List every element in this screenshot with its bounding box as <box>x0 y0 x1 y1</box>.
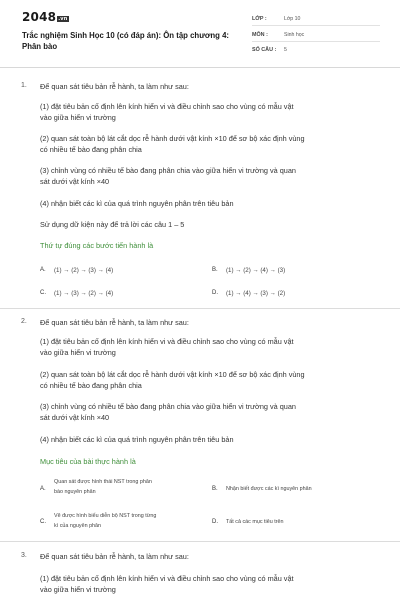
meta-key: MÔN : <box>252 32 268 38</box>
step-paragraph <box>40 573 385 595</box>
step-paragraph <box>40 101 385 123</box>
option-text <box>54 512 156 531</box>
question-stem: Để quan sát tiêu bản rễ hành, ta làm như sau: <box>40 82 189 91</box>
question-divider <box>0 541 400 542</box>
option-letter: C. <box>40 290 46 296</box>
document-title <box>22 30 242 52</box>
step-line: (3) chỉnh vùng có nhiều tế bào đang phân chia vào giữa hiển vi trường và quan <box>40 402 296 411</box>
option-letter: D. <box>212 290 218 296</box>
meta-key: SỐ CÂU : <box>252 47 277 53</box>
option-text: (1) → (2) → (4) → (3) <box>226 267 286 274</box>
step-paragraph <box>40 369 385 391</box>
step-line: (1) đặt tiêu bản cố định lên kính hiển vi và điều chỉnh sao cho vùng có mẫu vật <box>40 102 294 111</box>
option-letter: A. <box>40 267 46 273</box>
page-header <box>0 0 400 68</box>
document-title-line: Phân bào <box>22 42 58 51</box>
step-paragraph <box>40 401 385 423</box>
option-letter: B. <box>212 486 218 492</box>
question-divider <box>0 308 400 309</box>
step-line: (4) nhận biết các kì của quá trình nguyên phân trên tiêu bản <box>40 199 234 208</box>
option-text-line: Quan sát được hình thái NST trong phân <box>54 479 152 485</box>
step-paragraph <box>40 336 385 358</box>
question-number: 3. <box>21 552 27 559</box>
question-prompt: Mục tiêu của bài thực hành là <box>40 457 136 466</box>
meta-value: Sinh học <box>284 32 305 38</box>
option-letter: C. <box>40 519 46 525</box>
logo-text: 2048 <box>22 10 57 24</box>
option-text-line: Vẽ được hình biểu diễn bộ NST trong từng <box>54 513 157 519</box>
option-text-line: kì của nguyên phân <box>54 522 102 529</box>
logo-domain: .vn <box>58 16 68 22</box>
document-title-line: Trắc nghiệm Sinh Học 10 (có đáp án): Ôn tập chương 4: <box>22 31 230 40</box>
option-text: (1) → (4) → (3) → (2) <box>226 290 286 297</box>
question-stem: Để quan sát tiêu bản rễ hành, ta làm như sau: <box>40 552 189 561</box>
step-line: (2) quan sát toàn bộ lát cắt dọc rễ hành dưới vật kính ×10 để sơ bộ xác định vùng <box>40 134 305 143</box>
question-number: 1. <box>21 82 27 89</box>
meta-value: 5 <box>284 47 287 53</box>
option-text-line: Tất cả các mục tiêu trên <box>226 519 284 525</box>
question-prompt: Thứ tự đúng các bước tiến hành là <box>40 241 154 250</box>
meta-value: Lớp 10 <box>284 16 301 22</box>
step-line: có nhiều tế bào đang phân chia <box>40 145 142 154</box>
step-line: (1) đặt tiêu bản cố định lên kính hiển vi và điều chỉnh sao cho vùng có mẫu vật <box>40 574 294 583</box>
meta-row-class <box>252 12 380 26</box>
step-line: vào giữa hiển vi trường <box>40 585 116 594</box>
step-line: (2) quan sát toàn bộ lát cắt dọc rễ hành dưới vật kính ×10 để sơ bộ xác định vùng <box>40 370 305 379</box>
step-line: có nhiều tế bào đang phân chia <box>40 381 142 390</box>
step-line: sát dưới vật kính ×40 <box>40 177 110 186</box>
option-text <box>54 478 152 497</box>
step-line: vào giữa hiển vi trường <box>40 348 116 357</box>
step-paragraph <box>40 198 385 209</box>
meta-row-count <box>252 43 380 57</box>
step-paragraph <box>40 165 385 187</box>
question-stem: Để quan sát tiêu bản rễ hành, ta làm như sau: <box>40 318 189 327</box>
step-paragraph <box>40 133 385 155</box>
meta-key: LỚP : <box>252 16 267 22</box>
option-text: (1) → (2) → (3) → (4) <box>54 267 114 274</box>
option-text <box>226 518 284 528</box>
option-letter: D. <box>212 519 218 525</box>
option-letter: A. <box>40 486 46 492</box>
step-line: vào giữa hiển vi trường <box>40 113 116 122</box>
site-logo[interactable] <box>22 10 69 24</box>
question-number: 2. <box>21 318 27 325</box>
option-text-line: bào nguyên phân <box>54 488 96 495</box>
step-line: (3) chỉnh vùng có nhiều tế bào đang phân chia vào giữa hiển vi trường và quan <box>40 166 296 175</box>
step-line: sát dưới vật kính ×40 <box>40 413 110 422</box>
option-letter: B. <box>212 267 218 273</box>
meta-row-subject <box>252 28 380 42</box>
option-text: (1) → (3) → (2) → (4) <box>54 290 114 297</box>
instruction-text: Sử dụng dữ kiện này để trả lời các câu 1 – 5 <box>40 220 185 229</box>
option-text <box>226 485 312 495</box>
step-line: (1) đặt tiêu bản cố định lên kính hiển vi và điều chỉnh sao cho vùng có mẫu vật <box>40 337 294 346</box>
step-line: (4) nhận biết các kì của quá trình nguyên phân trên tiêu bản <box>40 435 234 444</box>
step-paragraph <box>40 434 385 445</box>
option-text-line: Nhận biết được các kì nguyên phân <box>226 486 312 492</box>
